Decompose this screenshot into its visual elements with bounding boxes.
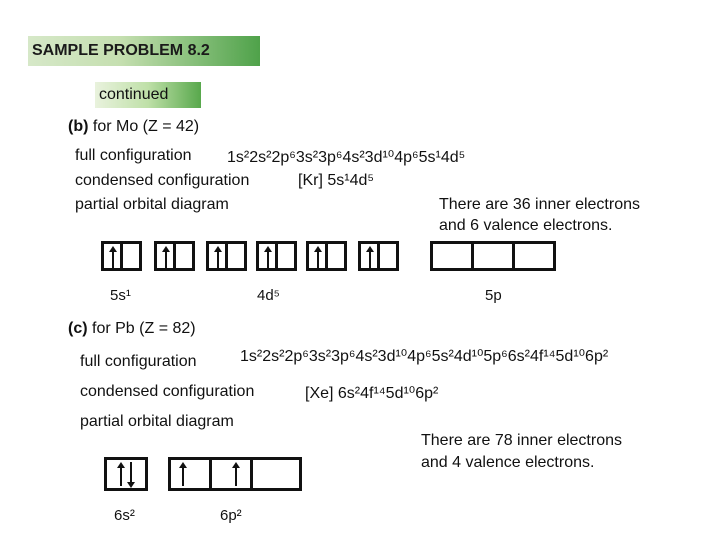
part-b-condensed-value: [Kr] 5s¹4d⁵ — [298, 172, 374, 189]
part-c-full-label: full configuration — [80, 353, 197, 370]
orbital-box-5p-2 — [471, 241, 515, 271]
part-b-condensed-label: condensed configuration — [75, 172, 250, 189]
orbital-label-6p: 6p² — [220, 507, 242, 524]
orbital-box-6s — [104, 457, 148, 491]
orbital-box-4d-3b — [275, 241, 297, 271]
part-c-title: for Pb (Z = 82) — [87, 320, 196, 337]
part-b-note-line1: There are 36 inner electrons — [439, 196, 640, 213]
orbital-box-5s-2 — [120, 241, 142, 271]
orbital-label-5p: 5p — [485, 287, 502, 304]
orbital-label-5s: 5s¹ — [110, 287, 131, 304]
part-c-full-value: 1s²2s²2p⁶3s²3p⁶4s²3d¹⁰4p⁶5s²4d¹⁰5p⁶6s²4f¹⁴5d¹⁰6p² — [240, 348, 609, 365]
part-b-full-label: full configuration — [75, 147, 192, 164]
orbital-box-6p-1 — [168, 457, 212, 491]
part-c-note-line2: and 4 valence electrons. — [421, 454, 595, 471]
part-b-full-value: 1s²2s²2p⁶3s²3p⁶4s²3d¹⁰4p⁶5s¹4d⁵ — [227, 149, 466, 166]
part-b-title: for Mo (Z = 42) — [88, 118, 200, 135]
part-b-note-line2: and 6 valence electrons. — [439, 217, 613, 234]
orbital-box-5p-3 — [512, 241, 556, 271]
part-c-label: (c) — [68, 320, 88, 337]
continued-tag: continued — [95, 82, 201, 108]
orbital-box-4d-1b — [173, 241, 195, 271]
orbital-box-4d-4b — [325, 241, 347, 271]
sample-problem-banner: SAMPLE PROBLEM 8.2 — [28, 36, 260, 66]
part-b-label: (b) — [68, 118, 89, 135]
orbital-label-6s: 6s² — [114, 507, 135, 524]
part-c-heading — [68, 320, 196, 338]
part-b-heading — [68, 118, 199, 136]
orbital-box-5p-1 — [430, 241, 474, 271]
orbital-box-6p-3 — [250, 457, 302, 491]
orbital-box-4d-2b — [225, 241, 247, 271]
part-c-diagram-label: partial orbital diagram — [80, 413, 234, 430]
part-b-diagram-label: partial orbital diagram — [75, 196, 229, 213]
orbital-box-6p-2 — [209, 457, 253, 491]
orbital-box-4d-5b — [377, 241, 399, 271]
part-c-condensed-value: [Xe] 6s²4f¹⁴5d¹⁰6p² — [305, 385, 439, 402]
part-c-note-line1: There are 78 inner electrons — [421, 432, 622, 449]
part-c-condensed-label: condensed configuration — [80, 383, 255, 400]
orbital-label-4d: 4d⁵ — [257, 287, 280, 304]
